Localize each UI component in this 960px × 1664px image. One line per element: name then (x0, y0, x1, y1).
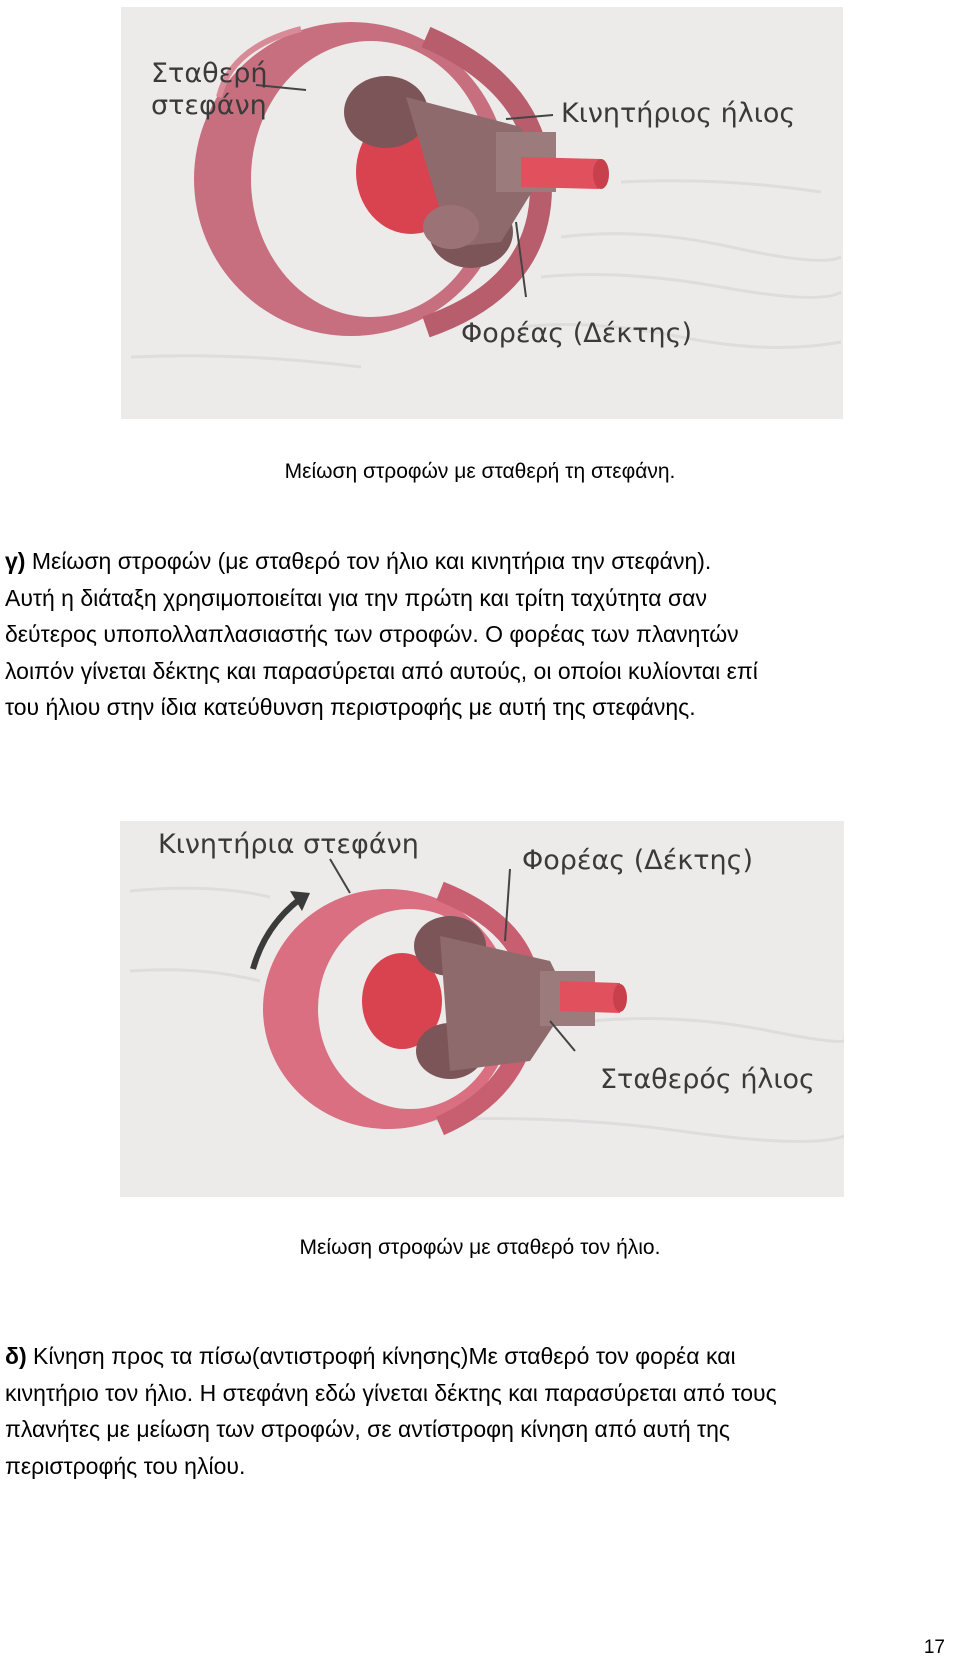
figure-caption-fixed-sun: Μείωση στροφών με σταθερό τον ήλιο. (299, 1236, 661, 1259)
sun-shaft-end (593, 159, 609, 189)
carrier-pin (423, 205, 479, 249)
sun-shaft (521, 157, 601, 189)
paragraph-delta (5, 1338, 950, 1484)
sun-shaft-end (613, 984, 627, 1012)
paragraph-line: περιστροφής του ηλίου. (5, 1452, 246, 1479)
label-fixed-sun: Σταθερός ήλιος (600, 1064, 815, 1095)
paragraph-line: Αυτή η διάταξη χρησιμοποιείται για την πρώτη και τρίτη ταχύτητα σαν (5, 584, 707, 611)
sun-shaft (560, 981, 620, 1013)
paragraph-text: Κίνηση προς τα πίσω(αντιστροφή κίνησης)Με σταθερό τον φορέα και (26, 1343, 736, 1369)
fixed-sun-illustration (120, 821, 844, 1197)
paragraph-gamma (5, 543, 950, 726)
fixed-ring-illustration (121, 7, 843, 419)
paragraph-line (5, 1338, 950, 1375)
label-carrier: Φορέας (Δέκτης) (522, 845, 753, 876)
paragraph-marker: δ) (5, 1343, 27, 1369)
figure-caption-fixed-ring: Μείωση στροφών με σταθερή τη στεφάνη. (284, 460, 676, 483)
paragraph-text: Μείωση στροφών (με σταθερό τον ήλιο και κινητήρια την στεφάνη). (25, 548, 712, 574)
figure-fixed-ring-gearset (121, 7, 843, 419)
page-number: 17 (923, 1637, 945, 1658)
label-driving-sun: Κινητήριος ήλιος (561, 98, 796, 129)
paragraph-line: λοιπόν γίνεται δέκτης και παρασύρεται από αυτούς, οι οποίοι κυλίονται επί (5, 657, 758, 684)
paragraph-line: του ήλιου στην ίδια κατεύθυνση περιστροφής με αυτή της στεφάνης. (5, 694, 696, 720)
figure-fixed-sun-gearset (120, 821, 844, 1197)
label-fixed-ring-line1: Σταθερή (151, 58, 268, 89)
label-fixed-ring-line2: στεφάνη (151, 90, 267, 121)
paragraph-line (5, 543, 950, 580)
label-driving-ring: Κινητήρια στεφάνη (158, 829, 419, 860)
paragraph-line: δεύτερος υποπολλαπλασιαστής των στροφών. Ο φορέας των πλανητών (5, 621, 739, 647)
paragraph-line: πλανήτες με μείωση των στροφών, σε αντίστροφη κίνηση από αυτή της (5, 1416, 730, 1442)
paragraph-marker: γ) (5, 548, 26, 574)
label-carrier: Φορέας (Δέκτης) (461, 318, 692, 349)
paragraph-line: κινητήριο τον ήλιο. Η στεφάνη εδώ γίνεται δέκτης και παρασύρεται από τους (5, 1379, 777, 1406)
